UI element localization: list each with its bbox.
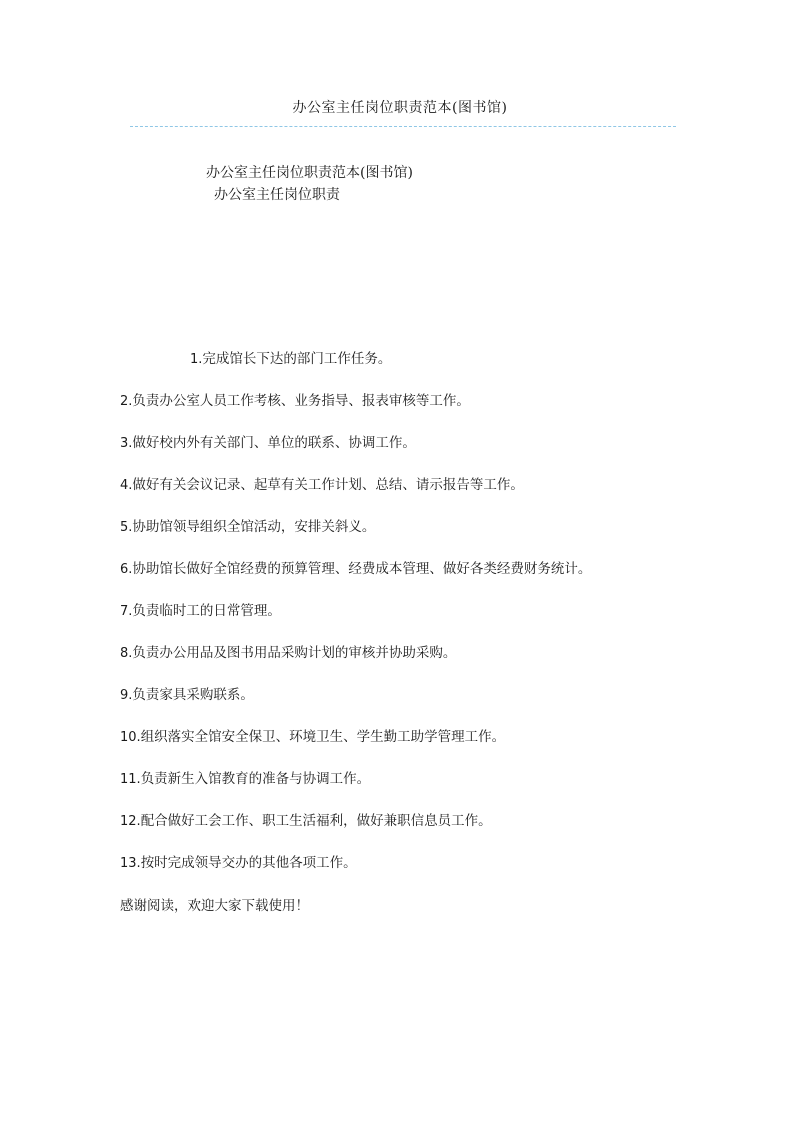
duty-item bbox=[120, 770, 370, 789]
duty-text: 组织落实全馆安全保卫、环境卫生、学生勤工助学管理工作。 bbox=[140, 729, 506, 745]
duty-number: 7. bbox=[120, 604, 133, 619]
document-title: 办公室主任岗位职责范本(图书馆) bbox=[206, 165, 413, 181]
duty-item bbox=[120, 812, 492, 831]
duty-text: 负责办公用品及图书用品采购计划的审核并协助采购。 bbox=[132, 645, 457, 661]
duty-item bbox=[120, 686, 254, 705]
duty-text: 协助馆领导组织全馆活动，安排关斜义。 bbox=[132, 519, 376, 535]
duty-item bbox=[120, 602, 281, 621]
duty-item bbox=[120, 518, 375, 537]
duty-text: 配合做好工会工作、职工生活福利，做好兼职信息员工作。 bbox=[140, 813, 492, 829]
duty-number: 13. bbox=[120, 856, 141, 871]
duty-number: 12. bbox=[120, 814, 141, 829]
duty-text: 负责新生入馆教育的准备与协调工作。 bbox=[140, 771, 371, 787]
duty-item bbox=[120, 854, 357, 873]
duty-item bbox=[120, 476, 524, 495]
duty-text: 协助馆长做好全馆经费的预算管理、经费成本管理、做好各类经费财务统计。 bbox=[132, 561, 592, 577]
closing-note: 感谢阅读，欢迎大家下载使用！ bbox=[120, 898, 309, 914]
duty-item bbox=[120, 644, 456, 663]
duty-text: 负责办公室人员工作考核、业务指导、报表审核等工作。 bbox=[132, 393, 470, 409]
duty-item bbox=[190, 350, 391, 369]
duty-number: 2. bbox=[120, 394, 133, 409]
duty-number: 9. bbox=[120, 688, 133, 703]
header-divider bbox=[130, 126, 676, 127]
duty-item bbox=[120, 392, 470, 411]
duty-text: 做好有关会议记录、起草有关工作计划、总结、请示报告等工作。 bbox=[132, 477, 524, 493]
duty-number: 6. bbox=[120, 562, 133, 577]
document-subtitle: 办公室主任岗位职责 bbox=[214, 187, 340, 203]
duty-text: 做好校内外有关部门、单位的联系、协调工作。 bbox=[132, 435, 416, 451]
duty-number: 5. bbox=[120, 520, 133, 535]
duty-item bbox=[120, 434, 416, 453]
duty-text: 负责家具采购联系。 bbox=[132, 687, 254, 703]
duty-text: 负责临时工的日常管理。 bbox=[132, 603, 281, 619]
duty-number: 4. bbox=[120, 478, 133, 493]
duty-item bbox=[120, 728, 505, 747]
duty-text: 完成馆长下达的部门工作任务。 bbox=[202, 351, 392, 367]
duty-number: 8. bbox=[120, 646, 133, 661]
duty-number: 11. bbox=[120, 772, 141, 787]
duty-text: 按时完成领导交办的其他各项工作。 bbox=[140, 855, 357, 871]
page-header-title: 办公室主任岗位职责范本(图书馆) bbox=[292, 100, 508, 116]
duty-number: 3. bbox=[120, 436, 133, 451]
duty-number: 10. bbox=[120, 730, 141, 745]
duty-item bbox=[120, 560, 591, 579]
duty-number: 1. bbox=[190, 352, 203, 367]
